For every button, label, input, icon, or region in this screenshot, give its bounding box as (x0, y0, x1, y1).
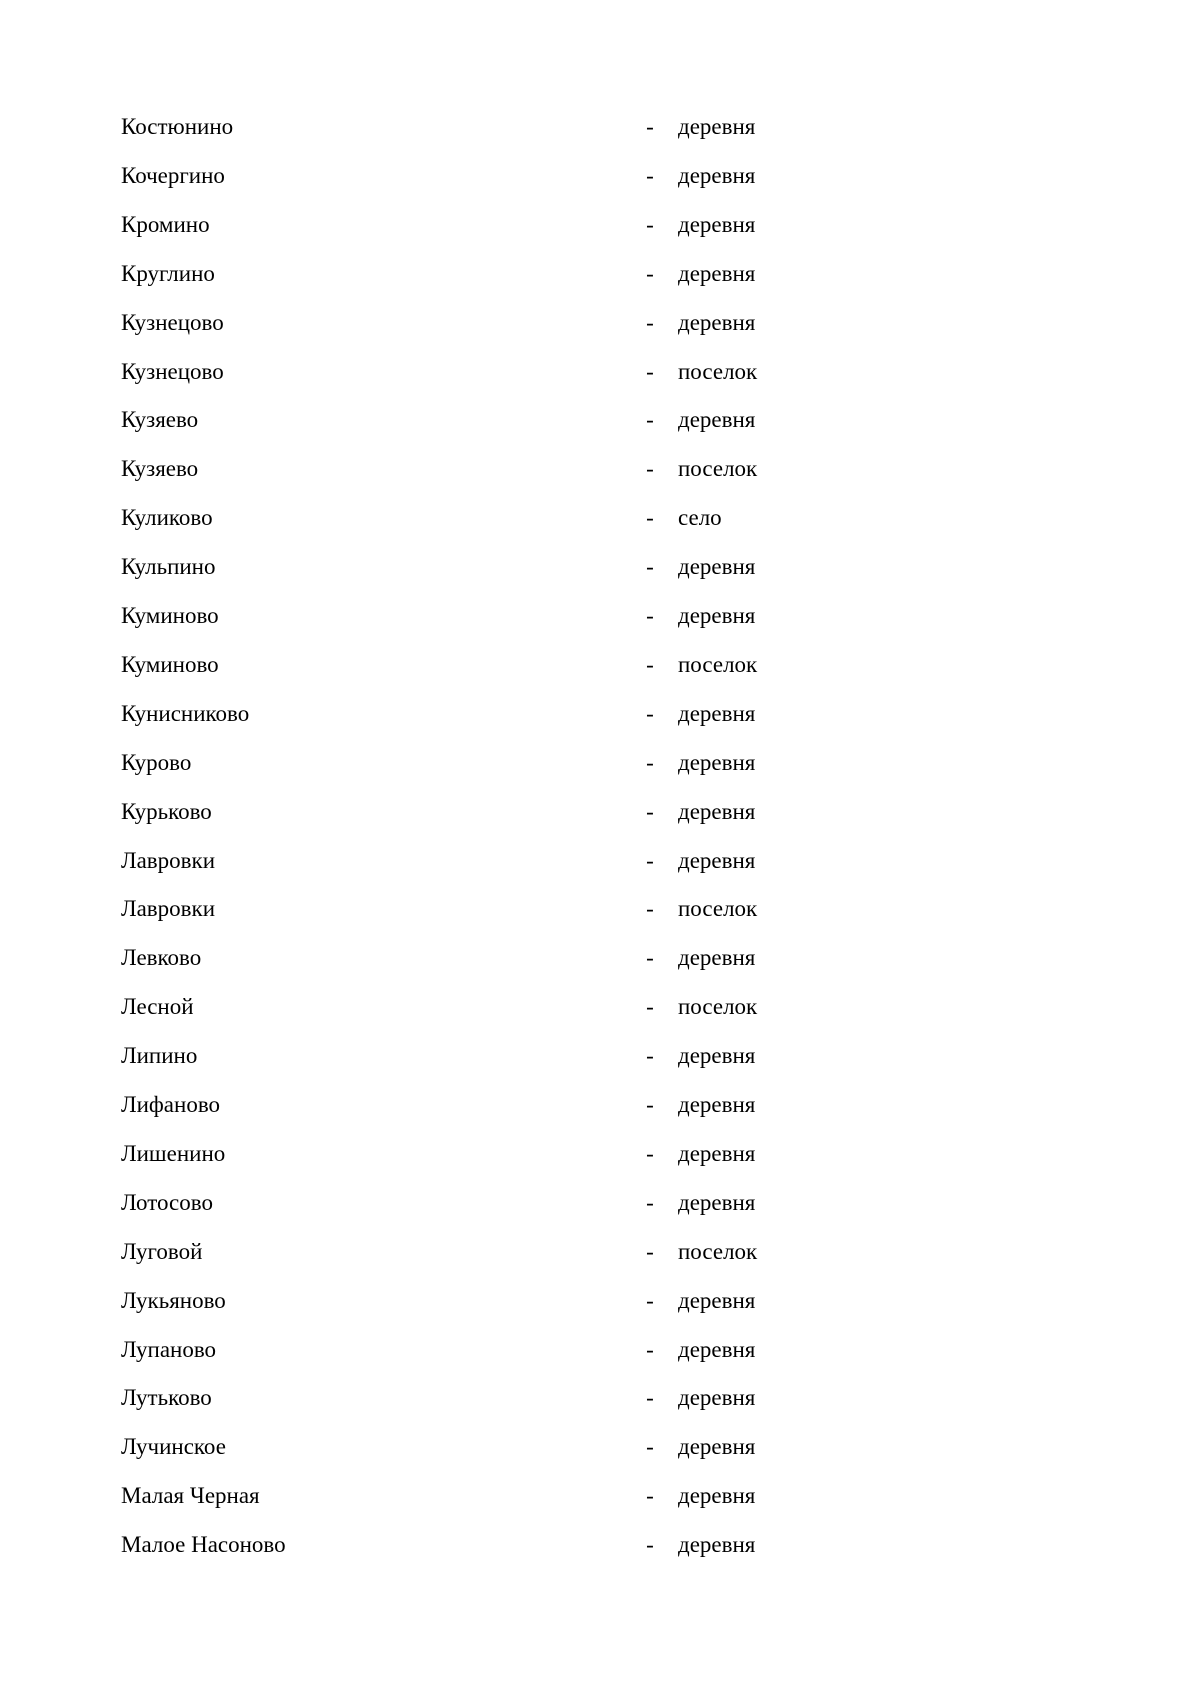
settlement-type: деревня (678, 407, 756, 432)
list-item (0, 1032, 1200, 1080)
list-item (0, 201, 1200, 249)
list-item (0, 103, 1200, 151)
settlement-name: Лавровки (121, 896, 216, 921)
separator-dash: - (646, 212, 654, 237)
list-item (0, 1326, 1200, 1374)
settlement-name: Кунисниково (121, 701, 250, 726)
settlement-name: Кочергино (121, 163, 225, 188)
separator-dash: - (646, 603, 654, 628)
list-item (0, 250, 1200, 298)
settlement-type: деревня (678, 163, 756, 188)
separator-dash: - (646, 505, 654, 530)
list-item (0, 1179, 1200, 1227)
separator-dash: - (646, 310, 654, 335)
separator-dash: - (646, 554, 654, 579)
separator-dash: - (646, 1434, 654, 1459)
list-item (0, 690, 1200, 738)
settlement-type: деревня (678, 1141, 756, 1166)
settlement-type: деревня (678, 945, 756, 970)
separator-dash: - (646, 1288, 654, 1313)
separator-dash: - (646, 1239, 654, 1264)
settlement-name: Курово (121, 750, 192, 775)
settlement-type: деревня (678, 212, 756, 237)
list-item (0, 396, 1200, 444)
separator-dash: - (646, 896, 654, 921)
settlement-type: поселок (678, 652, 758, 677)
settlement-type: деревня (678, 1337, 756, 1362)
separator-dash: - (646, 1190, 654, 1215)
settlement-name: Левково (121, 945, 202, 970)
list-item (0, 445, 1200, 493)
settlement-type: деревня (678, 1434, 756, 1459)
settlement-name: Куминово (121, 652, 219, 677)
list-item (0, 983, 1200, 1031)
settlement-name: Липино (121, 1043, 198, 1068)
list-item (0, 299, 1200, 347)
settlement-name: Лесной (121, 994, 194, 1019)
list-item (0, 543, 1200, 591)
settlement-type: деревня (678, 603, 756, 628)
separator-dash: - (646, 114, 654, 139)
separator-dash: - (646, 994, 654, 1019)
settlement-type: деревня (678, 848, 756, 873)
separator-dash: - (646, 945, 654, 970)
settlement-name: Кульпино (121, 554, 216, 579)
separator-dash: - (646, 701, 654, 726)
separator-dash: - (646, 750, 654, 775)
settlement-type: деревня (678, 1532, 756, 1557)
list-item (0, 494, 1200, 542)
list-item (0, 152, 1200, 200)
settlement-name: Малое Насоново (121, 1532, 286, 1557)
settlement-type: поселок (678, 994, 758, 1019)
list-item (0, 885, 1200, 933)
settlement-type: поселок (678, 359, 758, 384)
separator-dash: - (646, 1141, 654, 1166)
list-item (0, 348, 1200, 396)
list-item (0, 1081, 1200, 1129)
separator-dash: - (646, 1092, 654, 1117)
settlement-name: Кузнецово (121, 310, 224, 335)
separator-dash: - (646, 261, 654, 286)
settlement-type: поселок (678, 1239, 758, 1264)
separator-dash: - (646, 1532, 654, 1557)
settlement-type: деревня (678, 310, 756, 335)
separator-dash: - (646, 1385, 654, 1410)
settlement-name: Лавровки (121, 848, 216, 873)
settlement-name: Круглино (121, 261, 215, 286)
settlement-type: село (678, 505, 722, 530)
settlement-type: поселок (678, 896, 758, 921)
list-item (0, 1130, 1200, 1178)
separator-dash: - (646, 1337, 654, 1362)
settlement-name: Кузяево (121, 407, 199, 432)
list-item (0, 1423, 1200, 1471)
settlement-type: деревня (678, 1043, 756, 1068)
settlement-name: Куминово (121, 603, 219, 628)
settlement-name: Курьково (121, 799, 212, 824)
separator-dash: - (646, 456, 654, 481)
settlement-type: поселок (678, 456, 758, 481)
settlement-type: деревня (678, 1483, 756, 1508)
settlement-type: деревня (678, 554, 756, 579)
separator-dash: - (646, 799, 654, 824)
settlement-name: Кузнецово (121, 359, 224, 384)
list-item (0, 1277, 1200, 1325)
list-item (0, 1521, 1200, 1569)
separator-dash: - (646, 1043, 654, 1068)
list-item (0, 788, 1200, 836)
list-item (0, 1228, 1200, 1276)
settlement-name: Костюнино (121, 114, 234, 139)
list-item (0, 1472, 1200, 1520)
settlement-name: Лупаново (121, 1337, 217, 1362)
settlement-name: Лишенино (121, 1141, 226, 1166)
list-item (0, 1374, 1200, 1422)
list-item (0, 641, 1200, 689)
settlement-type: деревня (678, 1092, 756, 1117)
list-item (0, 837, 1200, 885)
settlement-type: деревня (678, 750, 756, 775)
list-item (0, 592, 1200, 640)
list-item (0, 739, 1200, 787)
settlement-name: Кузяево (121, 456, 199, 481)
settlement-name: Лифаново (121, 1092, 221, 1117)
separator-dash: - (646, 848, 654, 873)
settlement-type: деревня (678, 1385, 756, 1410)
list-item (0, 934, 1200, 982)
settlement-type: деревня (678, 261, 756, 286)
settlement-type: деревня (678, 114, 756, 139)
settlement-name: Лутьково (121, 1385, 212, 1410)
separator-dash: - (646, 652, 654, 677)
settlement-type: деревня (678, 1288, 756, 1313)
settlement-name: Луговой (121, 1239, 203, 1264)
settlement-name: Лотосово (121, 1190, 213, 1215)
settlement-type: деревня (678, 1190, 756, 1215)
separator-dash: - (646, 407, 654, 432)
settlement-name: Куликово (121, 505, 213, 530)
separator-dash: - (646, 359, 654, 384)
settlement-type: деревня (678, 799, 756, 824)
separator-dash: - (646, 1483, 654, 1508)
settlement-type: деревня (678, 701, 756, 726)
settlement-name: Лучинское (121, 1434, 226, 1459)
settlement-name: Лукьяново (121, 1288, 226, 1313)
settlement-name: Малая Черная (121, 1483, 260, 1508)
settlement-name: Кромино (121, 212, 210, 237)
separator-dash: - (646, 163, 654, 188)
